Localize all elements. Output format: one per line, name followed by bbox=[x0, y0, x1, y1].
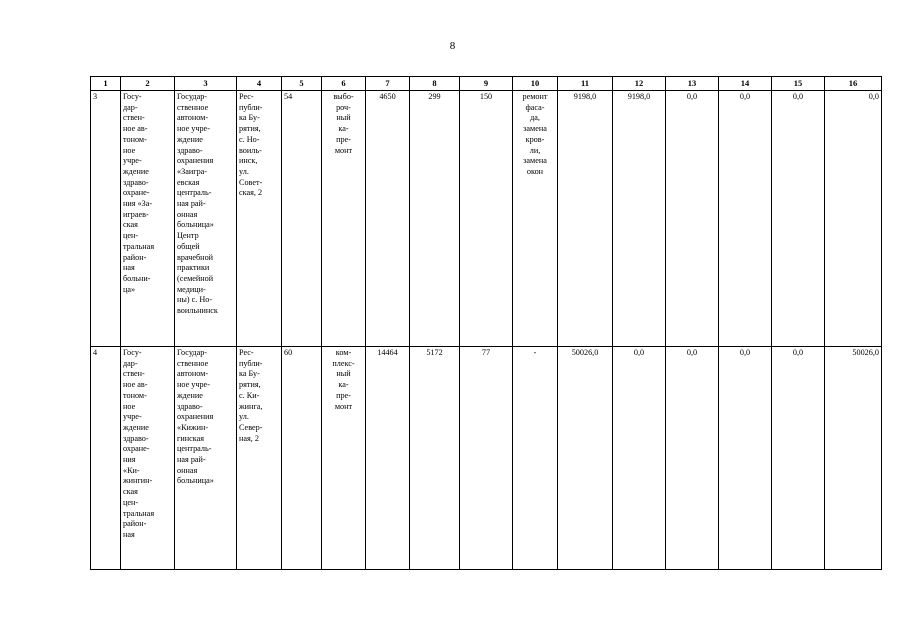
value-cell-13: 0,0 bbox=[666, 347, 719, 570]
column-header: 15 bbox=[772, 77, 825, 91]
column-header: 9 bbox=[460, 77, 513, 91]
institution-cell: Госу- дар- ствен- ное ав- тоном- ное учре- ждение здраво- охране- ния «За- играев- ская цен- тральная район- ная больни- ца» bbox=[121, 91, 175, 347]
column-header: 11 bbox=[558, 77, 613, 91]
column-header: 1 bbox=[91, 77, 121, 91]
column-header: 2 bbox=[121, 77, 175, 91]
table-row bbox=[91, 347, 882, 570]
value-cell-13: 0,0 bbox=[666, 91, 719, 347]
value-cell-5: 54 bbox=[282, 91, 322, 347]
column-header: 10 bbox=[513, 77, 558, 91]
column-header: 14 bbox=[719, 77, 772, 91]
column-header: 7 bbox=[366, 77, 410, 91]
object-cell: Государ- ственное автоном- ное учре- ждение здраво- охранения «Заигра- евская централь- ная рай- онная больница» Центр общей врачебной практики (семейной медици- ны) с. Но- воильнинск bbox=[175, 91, 237, 347]
column-header: 16 bbox=[825, 77, 882, 91]
value-cell-9: 77 bbox=[460, 347, 513, 570]
column-header: 5 bbox=[282, 77, 322, 91]
row-number-cell: 4 bbox=[91, 347, 121, 570]
value-cell-8: 299 bbox=[410, 91, 460, 347]
value-cell-11: 9198,0 bbox=[558, 91, 613, 347]
column-header: 8 bbox=[410, 77, 460, 91]
value-cell-12: 9198,0 bbox=[613, 91, 666, 347]
repair-program-table bbox=[90, 76, 882, 570]
column-header: 3 bbox=[175, 77, 237, 91]
works-cell: ремонт фаса- да, замена кров- ли, замена окон bbox=[513, 91, 558, 347]
value-cell-14: 0,0 bbox=[719, 347, 772, 570]
value-cell-16: 0,0 bbox=[825, 91, 882, 347]
value-cell-8: 5172 bbox=[410, 347, 460, 570]
column-header: 4 bbox=[237, 77, 282, 91]
column-header: 6 bbox=[322, 77, 366, 91]
value-cell-5: 60 bbox=[282, 347, 322, 570]
institution-cell: Госу- дар- ствен- ное ав- тоном- ное учре- ждение здраво- охране- ния «Ки- жингин- ская цен- тральная район- ная bbox=[121, 347, 175, 570]
column-header: 13 bbox=[666, 77, 719, 91]
value-cell-7: 4650 bbox=[366, 91, 410, 347]
row-number-cell: 3 bbox=[91, 91, 121, 347]
value-cell-7: 14464 bbox=[366, 347, 410, 570]
column-header: 12 bbox=[613, 77, 666, 91]
table-row bbox=[91, 91, 882, 347]
value-cell-15: 0,0 bbox=[772, 91, 825, 347]
works-cell: - bbox=[513, 347, 558, 570]
value-cell-16: 50026,0 bbox=[825, 347, 882, 570]
object-cell: Государ- ственное автоном- ное учре- ждение здраво- охранения «Кижин- гинская централь- ная рай- онная больница» bbox=[175, 347, 237, 570]
address-cell: Рес- публи- ка Бу- рятия, с. Но- воиль- инск, ул. Совет- ская, 2 bbox=[237, 91, 282, 347]
page-number: 8 bbox=[449, 40, 456, 52]
value-cell-14: 0,0 bbox=[719, 91, 772, 347]
repair-type-cell: выбо- роч- ный ка- пре- монт bbox=[322, 91, 366, 347]
value-cell-11: 50026,0 bbox=[558, 347, 613, 570]
repair-type-cell: ком- плекс- ный ка- пре- монт bbox=[322, 347, 366, 570]
address-cell: Рес- публи- ка Бу- рятия, с. Ки- жинга, ул. Север- ная, 2 bbox=[237, 347, 282, 570]
value-cell-9: 150 bbox=[460, 91, 513, 347]
value-cell-12: 0,0 bbox=[613, 347, 666, 570]
header-row bbox=[91, 77, 882, 91]
value-cell-15: 0,0 bbox=[772, 347, 825, 570]
